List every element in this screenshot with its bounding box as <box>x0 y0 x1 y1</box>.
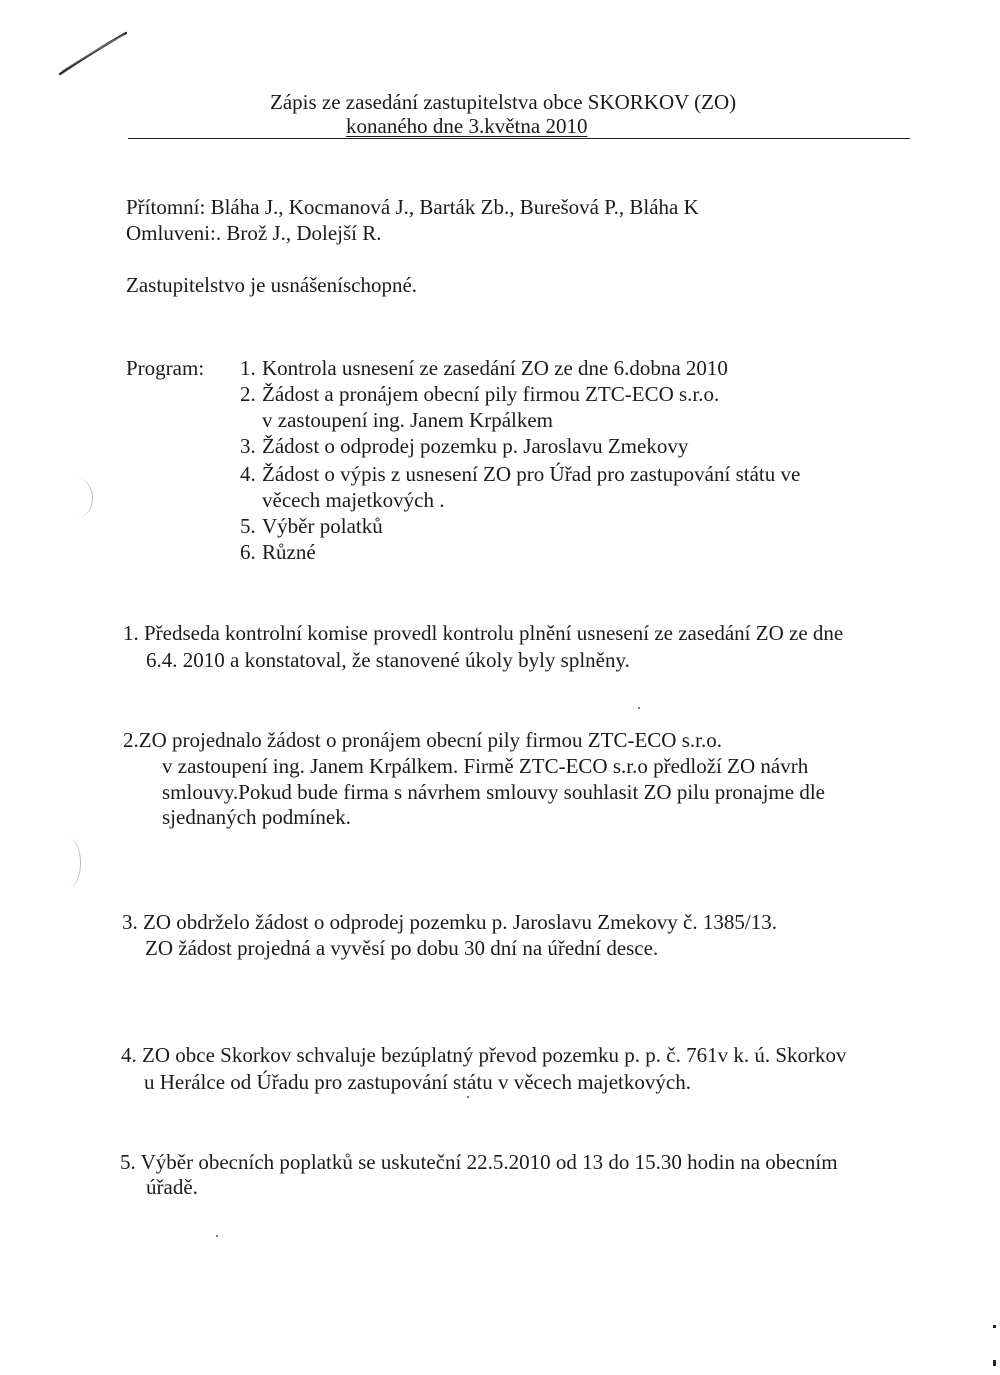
program-item-text: Žádost o odprodej pozemku p. Jaroslavu Zmekovy <box>262 434 689 458</box>
resolution-line: u Herálce od Úřadu pro zastupování státu v věcech majetkových. <box>144 1070 691 1094</box>
scan-edge-mark <box>993 1325 996 1328</box>
title-rule <box>128 138 910 139</box>
scan-edge-mark <box>993 1360 996 1366</box>
program-item <box>240 540 316 564</box>
scan-speck <box>638 707 640 709</box>
program-item-text: Žádost a pronájem obecní pily firmou ZTC-ECO s.r.o. <box>262 382 720 406</box>
program-item-number: 1. <box>240 356 256 380</box>
program-item-number: 2. <box>240 382 256 406</box>
program-item <box>240 434 688 458</box>
resolution-line: 5. Výběr obecních poplatků se uskuteční 22.5.2010 od 13 do 15.30 hodin na obecním <box>120 1150 838 1174</box>
scan-speck <box>467 1096 469 1098</box>
resolution-line: 4. ZO obce Skorkov schvaluje bezúplatný převod pozemku p. p. č. 761v k. ú. Skorkov <box>121 1043 847 1067</box>
pen-stroke-mark <box>58 30 128 78</box>
punch-hole-mark <box>60 478 93 518</box>
program-item-text: Žádost o výpis z usnesení ZO pro Úřad pro zastupování státu ve <box>262 462 801 486</box>
punch-hole-mark <box>56 838 81 888</box>
program-item <box>240 514 383 538</box>
program-item-number: 6. <box>240 540 256 564</box>
document-subtitle: konaného dne 3.května 2010 <box>346 114 588 138</box>
program-item-text: Různé <box>262 540 316 564</box>
attendance-excused: Omluveni:. Brož J., Dolejší R. <box>126 221 382 245</box>
program-item-text: Výběr polatků <box>262 514 383 538</box>
program-item-number: 3. <box>240 434 256 458</box>
resolution-line: 2.ZO projednalo žádost o pronájem obecní pily firmou ZTC-ECO s.r.o. <box>123 728 722 752</box>
attendance-present: Přítomní: Bláha J., Kocmanová J., Barták Zb., Burešová P., Bláha K <box>126 195 699 219</box>
program-item-number: 5. <box>240 514 256 538</box>
resolution-line: 1. Předseda kontrolní komise provedl kontrolu plnění usnesení ze zasedání ZO ze dne <box>123 621 844 645</box>
quorum-statement: Zastupitelstvo je usnášeníschopné. <box>126 273 418 297</box>
resolution-line: 6.4. 2010 a konstatoval, že stanovené úkoly byly splněny. <box>146 648 630 672</box>
scan-speck <box>216 1235 218 1237</box>
resolution-line: úřadě. <box>146 1175 198 1199</box>
document-title: Zápis ze zasedání zastupitelstva obce SKORKOV (ZO) <box>270 90 737 114</box>
resolution-line: v zastoupení ing. Janem Krpálkem. Firmě ZTC-ECO s.r.o předloží ZO návrh <box>162 754 809 778</box>
resolution-line: smlouvy.Pokud bude firma s návrhem smlouvy souhlasit ZO pilu pronajme dle <box>162 780 825 804</box>
program-item <box>240 356 728 380</box>
resolution-line: sjednaných podmínek. <box>162 805 351 829</box>
program-item-number: 4. <box>240 462 256 486</box>
program-item <box>240 382 719 406</box>
program-item-text: Kontrola usnesení ze zasedání ZO ze dne 6.dobna 2010 <box>262 356 728 380</box>
program-label: Program: <box>126 356 205 380</box>
resolution-line: ZO žádost projedná a vyvěsí po dobu 30 dní na úřední desce. <box>145 936 659 960</box>
resolution-line: 3. ZO obdrželo žádost o odprodej pozemku p. Jaroslavu Zmekovy č. 1385/13. <box>122 910 777 934</box>
program-item-continuation: věcech majetkových . <box>262 488 445 512</box>
program-item <box>240 462 800 486</box>
program-item-continuation: v zastoupení ing. Janem Krpálkem <box>262 408 554 432</box>
